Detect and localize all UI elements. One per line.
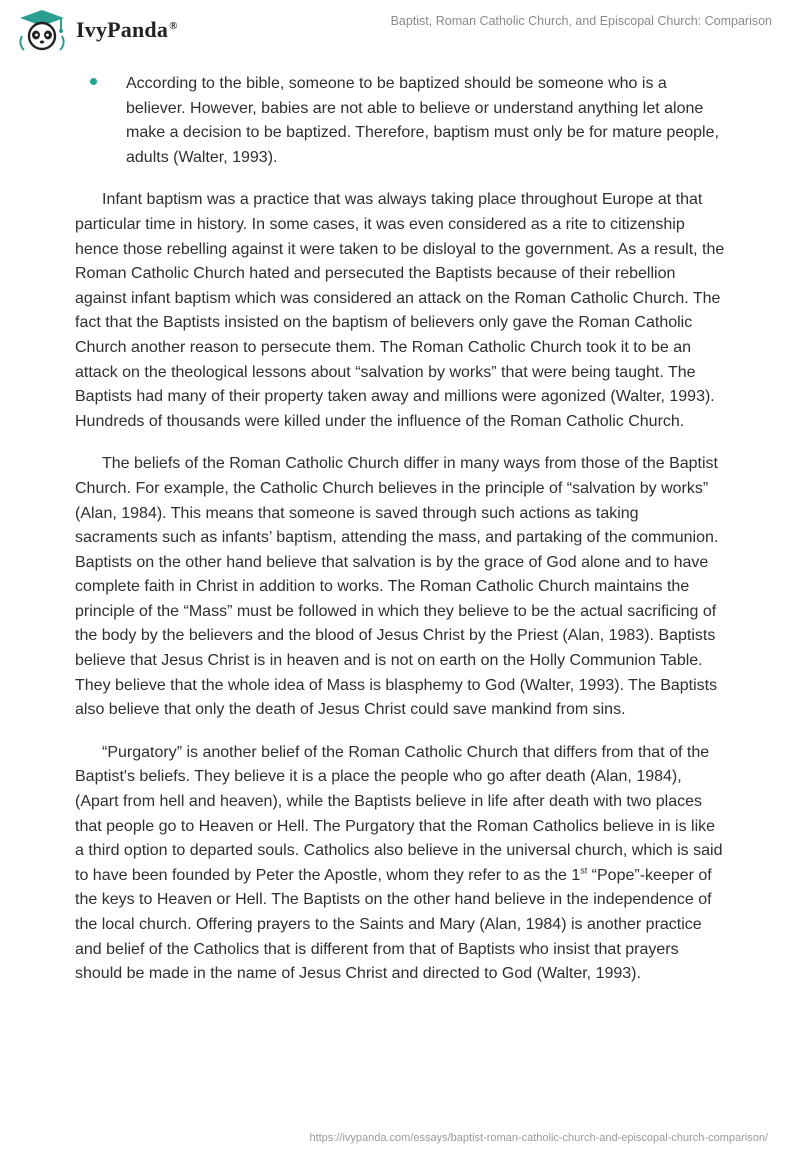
essay-body: [75, 72, 725, 1005]
logo[interactable]: [14, 8, 178, 52]
list-item-text: According to the bible, someone to be baptized should be someone who is a believer. However, babies are not able to believe or understand anything let alone make a decision to be baptized. Therefore, baptism must only be for mature people, adults (Walter, 1993).: [126, 75, 719, 166]
logo-text: IvyPanda®: [76, 17, 178, 42]
bullet-icon: [90, 78, 97, 85]
paragraph: Infant baptism was a practice that was always taking place throughout Europe at that particular time in history. In some cases, it was even considered as a rite to citizenship hence those rebelling against it were taken to be disloyal to the government. As a result, the Roman Catholic Church hated and persecuted the Baptists because of their rebellion against infant baptism which was considered an attack on the Roman Catholic Church. The fact that the Baptists insisted on the baptism of believers only gave the Roman Catholic Church another reason to persecute them. The Roman Catholic Church took it to be an attack on the theological lessons about “salvation by works” that were being taught. The Baptists had many of their property taken away and millions were agonized (Walter, 1993). Hundreds of thousands were killed under the influence of the Roman Catholic Church.: [75, 191, 725, 430]
registered-mark: ®: [169, 19, 178, 32]
paragraph: “Purgatory” is another belief of the Roman Catholic Church that differs from that of the Baptist's beliefs. They believe it is a place the people who go after death (Alan, 1984), (Apart from hell and heaven), while the Baptists believe in life after death with two places that people go to Heaven or Hell. The Purgatory that the Roman Catholics believe in is like a third option to departed souls. Catholics also believe in the universal church, which is said to have been founded by Peter the Apostle, whom they refer to as the 1st “Pope”-keeper of the keys to Heaven or Hell. The Baptists on the other hand believe in the independence of the local church. Offering prayers to the Saints and Mary (Alan, 1984) is another practice and belief of the Catholics that is different from that of Baptists who insist that prayers should be made in the name of Jesus Christ and directed to God (Walter, 1993).: [75, 743, 723, 983]
page-header: [0, 0, 800, 60]
list-item: [75, 72, 725, 170]
paragraph: The beliefs of the Roman Catholic Church differ in many ways from those of the Baptist Church. For example, the Catholic Church believes in the principle of “salvation by works” (Alan, 1984). This means that someone is saved through such actions as taking sacraments such as infants’ baptism, attending the mass, and partaking of the communion. Baptists on the other hand believe that salvation is by the grace of God alone and to have complete faith in Christ in addition to works. The Roman Catholic Church maintains the principle of the “Mass” must be followed in which they believe to be the actual sacrificing of the body by the believers and the blood of Jesus Christ by the Priest (Alan, 1983). Baptists believe that Jesus Christ is in heaven and is not on earth on the Holly Communion Table. They believe that the whole idea of Mass is blasphemy to God (Walter, 1993). The Baptists also believe that only the death of Jesus Christ could save mankind from sins.: [75, 455, 719, 719]
bullet-list: [75, 72, 725, 170]
superscript: st: [580, 865, 588, 876]
footer-url[interactable]: https://ivypanda.com/essays/baptist-roman-catholic-church-and-episcopal-church-comparison/: [309, 1132, 768, 1144]
document-title: Baptist, Roman Catholic Church, and Episcopal Church: Comparison: [390, 14, 772, 28]
panda-graduate-icon: [14, 8, 70, 52]
